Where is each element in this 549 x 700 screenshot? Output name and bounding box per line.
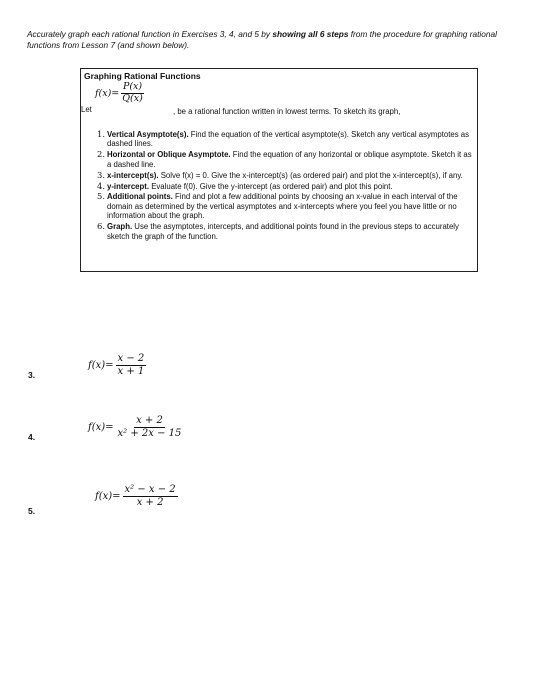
exercise-3-fraction: [116, 353, 147, 377]
exercise-4-fraction: [116, 415, 184, 439]
step-heading: Horizontal or Oblique Asymptote.: [107, 150, 231, 160]
exercise-3-numerator: x − 2: [117, 353, 145, 364]
step-number: 3.: [97, 169, 105, 180]
step-heading: y-intercept.: [107, 181, 150, 191]
exercise-3-lhs: f(x)=: [88, 359, 114, 371]
exercise-4-function: [88, 415, 183, 439]
exercise-4-number: 4.: [28, 432, 36, 442]
steps-list: [97, 130, 477, 242]
step-text: Evaluate f(0). Give the y-intercept (as ordered pair) and plot this point.: [149, 181, 393, 191]
step-number: 6.: [97, 221, 105, 232]
step-text: Find the equation of any horizontal or oblique asymptote. Sketch it as a dashed line.: [107, 150, 472, 169]
step-number: 5.: [97, 191, 105, 202]
exercise-5-denominator: x + 2: [136, 496, 164, 508]
step-item: [97, 222, 477, 241]
step-number: 1.: [97, 129, 105, 139]
instructions-bold: showing all 6 steps: [272, 29, 349, 39]
exercise-4-lhs: f(x)=: [88, 421, 114, 433]
instructions-part1: Accurately graph each rational function in Exercises 3, 4, and 5 by: [27, 29, 273, 39]
step-item: [97, 182, 477, 191]
step-text: Use the asymptotes, intercepts, and additional points found in the previous steps to accurately sketch the graph of the function.: [107, 222, 459, 241]
definition-fraction: [120, 82, 145, 105]
instructions-part2: from the procedure for graphing rational functions from Lesson 7 (and shown below).: [27, 29, 497, 50]
exercise-3-number: 3.: [28, 370, 36, 380]
exercise-3-function: [88, 353, 146, 377]
step-text: Find and plot a few additional points by choosing an x-value in each interval of the domain as determined by the vertical asymptotes and x-intercepts where you feel you have little or no information about the graph.: [107, 192, 458, 221]
step-heading: Additional points.: [107, 192, 173, 202]
exercise-5-fraction: [123, 484, 178, 508]
step-number: 4.: [97, 180, 105, 191]
exercise-5-lhs: f(x)=: [95, 490, 121, 502]
exercise-5-function: [95, 484, 178, 508]
step-item: [97, 192, 477, 220]
definition-lhs: f(x)=: [95, 87, 120, 99]
step-text: Find the equation of the vertical asymptote(s). Sketch any vertical asymptotes as dashed lines.: [107, 130, 469, 149]
exercise-4-numerator: x + 2: [136, 415, 163, 426]
exercise-3-denominator: x + 1: [117, 365, 145, 377]
instructions: [27, 29, 522, 50]
step-heading: Vertical Asymptote(s).: [107, 130, 189, 139]
step-text: Solve f(x) = 0. Give the x-intercept(s) (as ordered pair) and plot the x-intercept(s), if any.: [158, 170, 463, 180]
exercise-5-number: 5.: [28, 506, 36, 516]
rational-definition: [95, 82, 145, 105]
let-label: Let: [81, 105, 92, 114]
step-item: [97, 150, 477, 169]
procedure-box: [80, 68, 478, 272]
procedure-title: Graphing Rational Functions: [84, 71, 201, 81]
step-heading: Graph.: [107, 222, 133, 232]
definition-text: , be a rational function written in lowest terms. To sketch its graph,: [173, 107, 401, 116]
step-heading: x-intercept(s).: [107, 170, 159, 180]
exercise-5-numerator: x² − x − 2: [124, 484, 176, 495]
exercise-4-denominator: x² + 2x − 15: [117, 427, 182, 439]
step-item: [97, 171, 477, 180]
definition-denominator: Q(x): [122, 92, 143, 104]
step-item: [97, 130, 477, 149]
step-number: 2.: [97, 149, 105, 160]
definition-numerator: P(x): [122, 81, 143, 92]
